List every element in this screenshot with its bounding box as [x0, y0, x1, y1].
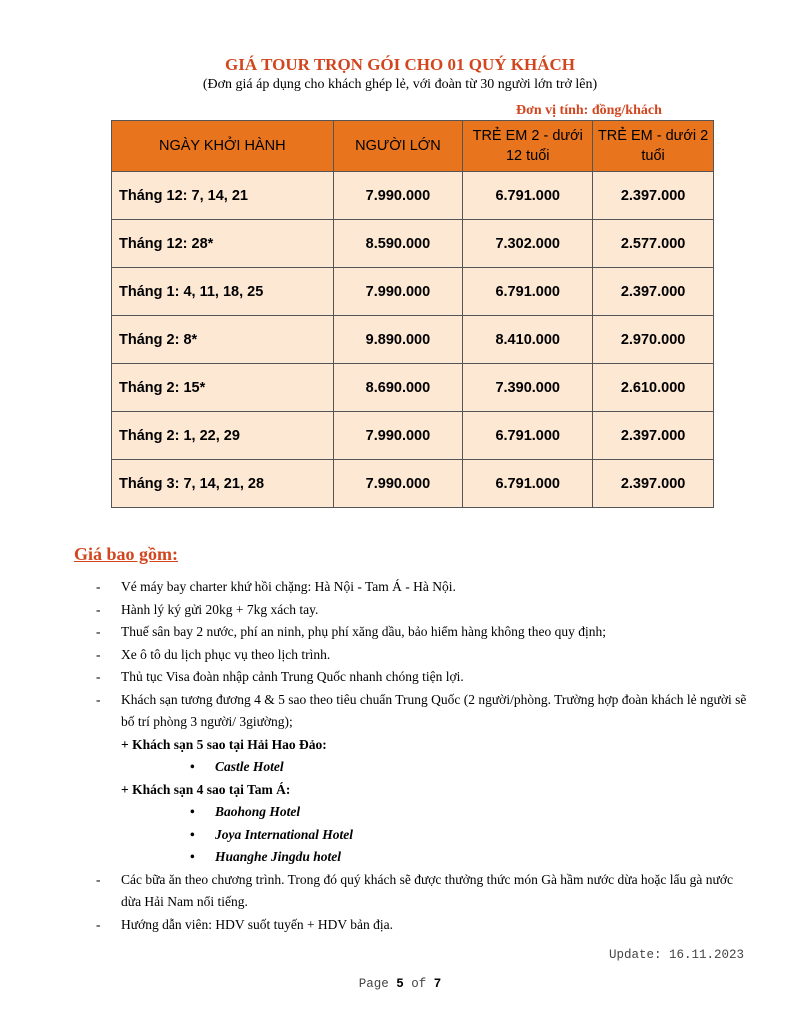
- list-item: [96, 914, 756, 937]
- cell-infant: 2.577.000: [593, 220, 714, 268]
- dash-bullet: -: [96, 916, 101, 932]
- hotel-name: Joya International Hotel: [215, 826, 354, 842]
- cell-infant: 2.397.000: [593, 460, 714, 508]
- list-item: [96, 666, 756, 689]
- table-row: [112, 172, 714, 220]
- hotel-name: Baohong Hotel: [215, 804, 301, 819]
- list-item-text: Hành lý ký gửi 20kg + 7kg xách tay.: [121, 601, 319, 617]
- cell-infant: 2.970.000: [593, 316, 714, 364]
- cell-infant: 2.397.000: [593, 412, 714, 460]
- dash-bullet: -: [96, 579, 101, 594]
- list-item: [96, 599, 756, 622]
- list-item-text: Thủ tục Visa đoàn nhập cảnh Trung Quốc nhanh chóng tiện lợi.: [121, 669, 464, 684]
- page-number: [0, 977, 800, 991]
- price-table: [111, 120, 714, 508]
- dash-bullet: -: [96, 691, 101, 707]
- list-item-text: Vé máy bay charter khứ hồi chặng: Hà Nội - Tam Á - Hà Nội.: [121, 579, 456, 594]
- dash-bullet: -: [96, 669, 101, 684]
- table-row: [112, 220, 714, 268]
- dot-bullet: •: [190, 849, 195, 864]
- page-prefix: Page: [358, 977, 389, 991]
- page-title: GIÁ TOUR TRỌN GÓI CHO 01 QUÝ KHÁCH: [225, 55, 575, 74]
- cell-child: 7.390.000: [463, 364, 593, 412]
- header-adult: NGƯỜI LỚN: [333, 121, 463, 172]
- table-header-row: [112, 121, 714, 172]
- cell-date: Tháng 2: 15*: [112, 364, 334, 412]
- list-item-text: Các bữa ăn theo chương trình. Trong đó quý khách sẽ được thưởng thức món Gà hầm nước dừa hoặc lẩu gà nước dừa Hải Nam nổi tiếng.: [121, 871, 733, 909]
- hotel-name: Castle Hotel: [215, 759, 284, 774]
- dash-bullet: -: [96, 646, 101, 662]
- cell-date: Tháng 12: 28*: [112, 220, 334, 268]
- list-item: [96, 576, 756, 599]
- cell-adult: 7.990.000: [333, 460, 463, 508]
- table-row: [112, 268, 714, 316]
- hotel-item: [96, 801, 756, 824]
- cell-date: Tháng 1: 4, 11, 18, 25: [112, 268, 334, 316]
- cell-date: Tháng 2: 1, 22, 29: [112, 412, 334, 460]
- unit-note: Đơn vị tính: đồng/khách: [516, 103, 662, 118]
- header-departure-date: NGÀY KHỞI HÀNH: [112, 121, 334, 172]
- cell-adult: 9.890.000: [333, 316, 463, 364]
- dot-bullet: •: [190, 826, 195, 842]
- page-subtitle: (Đơn giá áp dụng cho khách ghép lẻ, với đoàn từ 30 người lớn trở lên): [202, 77, 598, 92]
- list-item-text: Khách sạn tương đương 4 & 5 sao theo tiêu chuẩn Trung Quốc (2 người/phòng. Trường hợp đoàn khách lẻ người sẽ bố trí phòng 3 người/ 3giường);: [121, 691, 747, 729]
- list-item: [96, 644, 756, 667]
- cell-date: Tháng 3: 7, 14, 21, 28: [112, 460, 334, 508]
- cell-child: 6.791.000: [463, 268, 593, 316]
- list-item-text: Hướng dẫn viên: HDV suốt tuyến + HDV bản địa.: [121, 916, 394, 932]
- includes-list: [96, 576, 756, 936]
- hotels-5-star-heading: + Khách sạn 5 sao tại Hải Hao Đảo:: [121, 736, 327, 752]
- cell-infant: 2.397.000: [593, 172, 714, 220]
- cell-infant: 2.610.000: [593, 364, 714, 412]
- cell-child: 8.410.000: [463, 316, 593, 364]
- table-row: [112, 316, 714, 364]
- table-row: [112, 412, 714, 460]
- header-child-under-2: TRẺ EM - dưới 2 tuổi: [593, 121, 714, 172]
- dash-bullet: -: [96, 624, 101, 639]
- cell-adult: 8.590.000: [333, 220, 463, 268]
- cell-child: 6.791.000: [463, 460, 593, 508]
- cell-infant: 2.397.000: [593, 268, 714, 316]
- header-child-2-12: TRẺ EM 2 - dưới 12 tuổi: [463, 121, 593, 172]
- hotel-name: Huanghe Jingdu hotel: [215, 849, 342, 864]
- cell-child: 7.302.000: [463, 220, 593, 268]
- cell-adult: 8.690.000: [333, 364, 463, 412]
- list-item-text: Xe ô tô du lịch phục vụ theo lịch trình.: [121, 646, 331, 662]
- cell-date: Tháng 2: 8*: [112, 316, 334, 364]
- page-current: 5: [396, 977, 404, 991]
- page-total: 7: [433, 977, 442, 991]
- dot-bullet: •: [190, 804, 195, 819]
- hotel-item: [96, 824, 756, 847]
- dash-bullet: -: [96, 601, 101, 617]
- hotel-item: [96, 846, 756, 869]
- dash-bullet: -: [96, 871, 101, 887]
- list-item: [96, 621, 756, 644]
- cell-adult: 7.990.000: [333, 268, 463, 316]
- cell-adult: 7.990.000: [333, 412, 463, 460]
- list-item: [96, 869, 756, 914]
- hotel-item: [96, 756, 756, 779]
- dot-bullet: •: [190, 759, 195, 774]
- update-date: Update: 16.11.2023: [609, 948, 745, 962]
- cell-date: Tháng 12: 7, 14, 21: [112, 172, 334, 220]
- list-item-text: Thuế sân bay 2 nước, phí an ninh, phụ phí xăng dầu, bảo hiểm hàng không theo quy định;: [121, 624, 606, 639]
- table-row: [112, 364, 714, 412]
- page-of: of: [411, 977, 427, 991]
- includes-title: Giá bao gồm:: [74, 544, 179, 564]
- list-item: [96, 689, 756, 734]
- cell-child: 6.791.000: [463, 412, 593, 460]
- table-row: [112, 460, 714, 508]
- cell-child: 6.791.000: [463, 172, 593, 220]
- hotels-4-star-heading: + Khách sạn 4 sao tại Tam Á:: [121, 781, 291, 797]
- cell-adult: 7.990.000: [333, 172, 463, 220]
